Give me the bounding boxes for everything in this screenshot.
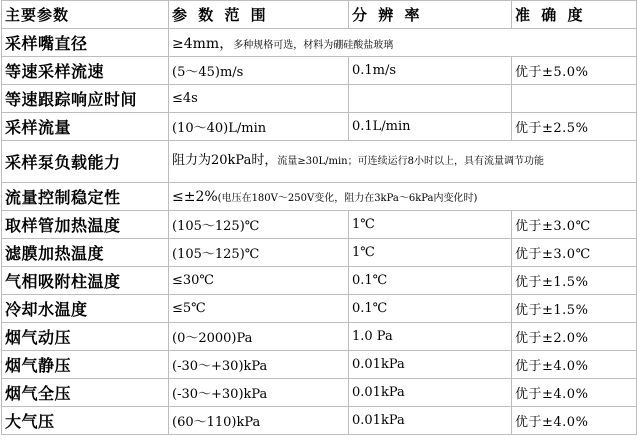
row-name: 采样泵负载能力 bbox=[2, 141, 169, 183]
row-name: 等速跟踪响应时间 bbox=[2, 85, 169, 113]
row-name: 大气压 bbox=[2, 407, 169, 435]
row-name: 采样嘴直径 bbox=[2, 29, 169, 57]
table-row bbox=[2, 323, 637, 351]
row-accuracy bbox=[512, 85, 637, 113]
row-name: 烟气静压 bbox=[2, 351, 169, 379]
row-resolution: 1℃ bbox=[349, 239, 512, 267]
row-name: 滤膜加热温度 bbox=[2, 239, 169, 267]
row-resolution: 0.1m/s bbox=[349, 57, 512, 85]
header-resolution: 分 辨 率 bbox=[349, 1, 512, 29]
table-row bbox=[2, 267, 637, 295]
table-row bbox=[2, 85, 637, 113]
row-name: 冷却水温度 bbox=[2, 295, 169, 323]
table-row bbox=[2, 351, 637, 379]
row-range bbox=[169, 183, 637, 211]
row-resolution: 0.01kPa bbox=[349, 379, 512, 407]
table-row bbox=[2, 211, 637, 239]
row-range: (105～125)℃ bbox=[169, 211, 349, 239]
row-name: 烟气动压 bbox=[2, 323, 169, 351]
row-resolution: 0.01kPa bbox=[349, 407, 512, 435]
table-row bbox=[2, 29, 637, 57]
row-range: (105～125)℃ bbox=[169, 239, 349, 267]
row-accuracy: 优于±1.5% bbox=[512, 267, 637, 295]
row-resolution: 0.1L/min bbox=[349, 113, 512, 141]
row-accuracy: 优于±2.0% bbox=[512, 323, 637, 351]
row-accuracy: 优于±2.5% bbox=[512, 113, 637, 141]
row-range: ≤4s bbox=[169, 85, 349, 113]
row-range bbox=[169, 29, 637, 57]
row-range: ≤5℃ bbox=[169, 295, 349, 323]
table-row bbox=[2, 295, 637, 323]
row-accuracy: 优于±4.0% bbox=[512, 379, 637, 407]
row-accuracy: 优于±4.0% bbox=[512, 407, 637, 435]
row-name: 取样管加热温度 bbox=[2, 211, 169, 239]
header-range: 参 数 范 围 bbox=[169, 1, 349, 29]
row-accuracy: 优于±3.0℃ bbox=[512, 239, 637, 267]
row-accuracy: 优于±3.0℃ bbox=[512, 211, 637, 239]
row-resolution: 0.01kPa bbox=[349, 351, 512, 379]
row-resolution: 0.1℃ bbox=[349, 267, 512, 295]
row-range: ≤30℃ bbox=[169, 267, 349, 295]
row-range: (10～40)L/min bbox=[169, 113, 349, 141]
table-row bbox=[2, 379, 637, 407]
range-note: 流量≥30L/min；可连续运行8小时以上，具有流量调节功能 bbox=[277, 156, 544, 167]
table-row bbox=[2, 183, 637, 211]
row-accuracy: 优于±1.5% bbox=[512, 295, 637, 323]
table-row bbox=[2, 113, 637, 141]
row-range: (0～2000)Pa bbox=[169, 323, 349, 351]
range-main: ≥4mm， bbox=[172, 35, 234, 52]
table-header-row bbox=[2, 1, 637, 29]
row-range bbox=[169, 141, 637, 183]
row-range: (5～45)m/s bbox=[169, 57, 349, 85]
row-name: 采样流量 bbox=[2, 113, 169, 141]
row-range: (-30～+30)kPa bbox=[169, 351, 349, 379]
spec-table bbox=[1, 0, 637, 435]
table-row bbox=[2, 239, 637, 267]
range-note: (电压在180V～250V变化，阻力在3kPa～6kPa内变化时) bbox=[217, 192, 478, 204]
table-row bbox=[2, 141, 637, 183]
row-accuracy: 优于±4.0% bbox=[512, 351, 637, 379]
header-parameter: 主要参数 bbox=[2, 1, 169, 29]
range-note: 多种规格可选，材料为硼硅酸盐玻璃 bbox=[233, 39, 394, 51]
range-main: 阻力为20kPa时， bbox=[172, 153, 278, 168]
row-resolution: 0.1℃ bbox=[349, 295, 512, 323]
row-range: (60～110)kPa bbox=[169, 407, 349, 435]
row-name: 流量控制稳定性 bbox=[2, 183, 169, 211]
row-resolution: 1.0 Pa bbox=[349, 323, 512, 351]
row-resolution: 1℃ bbox=[349, 211, 512, 239]
range-main: ≤±2% bbox=[172, 188, 218, 205]
table-row bbox=[2, 57, 637, 85]
row-name: 等速采样流速 bbox=[2, 57, 169, 85]
row-resolution bbox=[349, 85, 512, 113]
row-name: 气相吸附柱温度 bbox=[2, 267, 169, 295]
row-accuracy: 优于±5.0% bbox=[512, 57, 637, 85]
row-range: (-30～+30)kPa bbox=[169, 379, 349, 407]
row-name: 烟气全压 bbox=[2, 379, 169, 407]
table-row bbox=[2, 407, 637, 435]
header-accuracy: 准 确 度 bbox=[512, 1, 637, 29]
